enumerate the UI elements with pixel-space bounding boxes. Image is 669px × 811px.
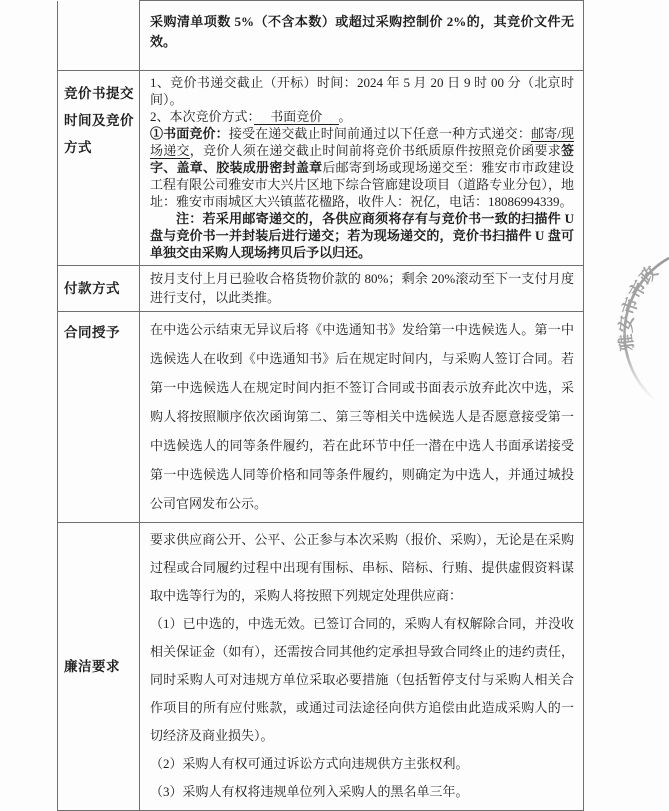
seal-arc-text: 雅安市市政 [616, 262, 662, 352]
table-row-invalid-bid-note [58, 1, 584, 71]
row-content-payment-method: 按月支付上月已验收合格货物价款的 80%；剩余 20%滚动至下一支付月度进行支付，以此类推。 [140, 266, 584, 312]
row-label-payment-method: 付款方式 [58, 266, 140, 312]
row-label-integrity-requirements: 廉洁要求 [58, 523, 140, 811]
row-content-submission-time-and-method: 1、竞价书递交截止（开标）时间：2024 年 5 月 20 日 9 时 00 分（北京时间）。 2、本次竞价方式： 书面竞价 。 ①书面竞价：接受在递交截止时间前通过以下任意一种方式递交：邮寄/现场递交，竞价人须在递交截止时间前将竞价书纸质原件按照竞价函要求签字、盖章、胶装成册密封盖章后邮寄到场或现场递交至：雅安市市政建设工程有限公司雅安市大兴片区地下综合管廊建设项目（道路专业分包），地址：雅安市雨城区大兴镇蓝花楹路，收件人：祝亿，电话：18086994339。 注：若采用邮寄递交的，各供应商须将存有与竞价书一致的扫描件 U 盘与竞价书一并封装后进行递交；若为现场递交的，竞价书扫描件 U 盘可单独交由采购人现场拷贝后予以归还。 [140, 71, 584, 266]
row-label-invalid-bid-note [58, 1, 140, 71]
row-content-integrity-requirements: 要求供应商公开、公平、公正参与本次采购（报价、采购），无论是在采购过程或合同履约过程中出现有围标、串标、陪标、行贿、提供虚假资料谋取中选等行为的，采购人将按照下列规定处理供应商： （1）已中选的，中选无效。已签订合同的，采购人有权解除合同，并没收相关保证金（如有），还需按合同其他约定承担导致合同终止的违约责任，同时采购人可对违规方单位采取必要措施（包括暂停支付与采购人相关合作项目的所有应付账款，或通过司法途径向供方追偿由此造成采购人的一切经济及商业损失）。 （2）采购人有权可通过诉讼方式向违规供方主张权利。 （3）采购人有权将违规单位列入采购人的黑名单三年。 [140, 523, 584, 811]
row-label-contract-award: 合同授予 [58, 312, 140, 523]
row-content-invalid-bid-note: 采购清单项数 5%（不含本数）或超过采购控制价 2%的，其竞价文件无效。 [140, 1, 584, 71]
procurement-terms-table [57, 0, 584, 811]
row-content-contract-award: 在中选公示结束无异议后将《中选通知书》发给第一中选候选人。第一中选候选人在收到《中选通知书》后在规定时间内，与采购人签订合同。若第一中选候选人在规定时间内拒不签订合同或书面表示放弃此次中选，采购人将按照顺序依次函询第二、第三等相关中选候选人是否愿意接受第一中选候选人的同等条件履约，若在此环节中任一潜在中选人书面承诺接受第一中选候选人同等价格和同等条件履约，则确定为中选人，并通过城投公司官网发布公示。 [140, 312, 584, 523]
table-row-payment-method [58, 266, 584, 312]
table-row-submission-time-and-method [58, 71, 584, 266]
table-row-contract-award [58, 312, 584, 523]
table-row-integrity-requirements [58, 523, 584, 811]
row-label-submission-time-and-method: 竞价书提交 时间及竞价 方式 [58, 71, 140, 266]
company-seal-stamp [583, 230, 669, 430]
